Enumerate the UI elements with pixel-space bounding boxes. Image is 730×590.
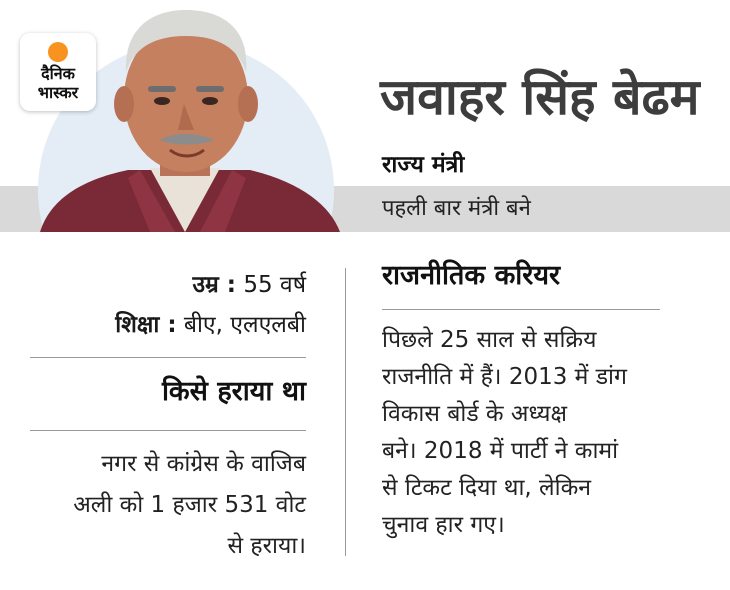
education-row xyxy=(30,308,306,342)
divider-defeated xyxy=(30,430,306,431)
dainik-bhaskar-logo xyxy=(20,33,96,111)
divider-details xyxy=(30,357,306,358)
education-label: शिक्षा : xyxy=(115,312,177,338)
role-note: पहली बार मंत्री बने xyxy=(382,196,531,221)
defeated-line: से हराया। xyxy=(227,533,306,559)
defeated-text xyxy=(30,444,306,567)
defeated-line: नगर से कांग्रेस के वाजिब xyxy=(101,451,306,477)
career-line: चुनाव हार गए। xyxy=(382,512,505,538)
career-line: पिछले 25 साल से सक्रिय xyxy=(382,327,597,353)
age-value: 55 वर्ष xyxy=(243,272,306,298)
defeated-heading: किसे हराया था xyxy=(161,376,306,407)
logo-text-line2: भास्कर xyxy=(37,83,79,102)
age-label: उम्र : xyxy=(192,272,237,298)
education-value: बीए, एलएलबी xyxy=(183,312,306,338)
career-heading: राजनीतिक करियर xyxy=(382,260,561,291)
age-row xyxy=(30,268,306,302)
person-role: राज्य मंत्री xyxy=(382,152,465,178)
sun-icon xyxy=(48,42,68,62)
career-line: विकास बोर्ड के अध्यक्ष xyxy=(382,401,567,427)
column-divider xyxy=(345,268,346,556)
career-line: बने। 2018 में पार्टी ने कामां xyxy=(382,438,619,464)
career-line: राजनीति में हैं। 2013 में डांग xyxy=(382,364,627,390)
logo-text-line1: दैनिक xyxy=(41,64,75,83)
divider-career xyxy=(382,309,660,310)
defeated-line: अली को 1 हजार 531 वोट xyxy=(73,492,306,518)
person-name: जवाहर सिंह बेढम xyxy=(380,68,700,126)
career-text xyxy=(382,322,682,544)
career-line: से टिकट दिया था, लेकिन xyxy=(382,475,592,501)
